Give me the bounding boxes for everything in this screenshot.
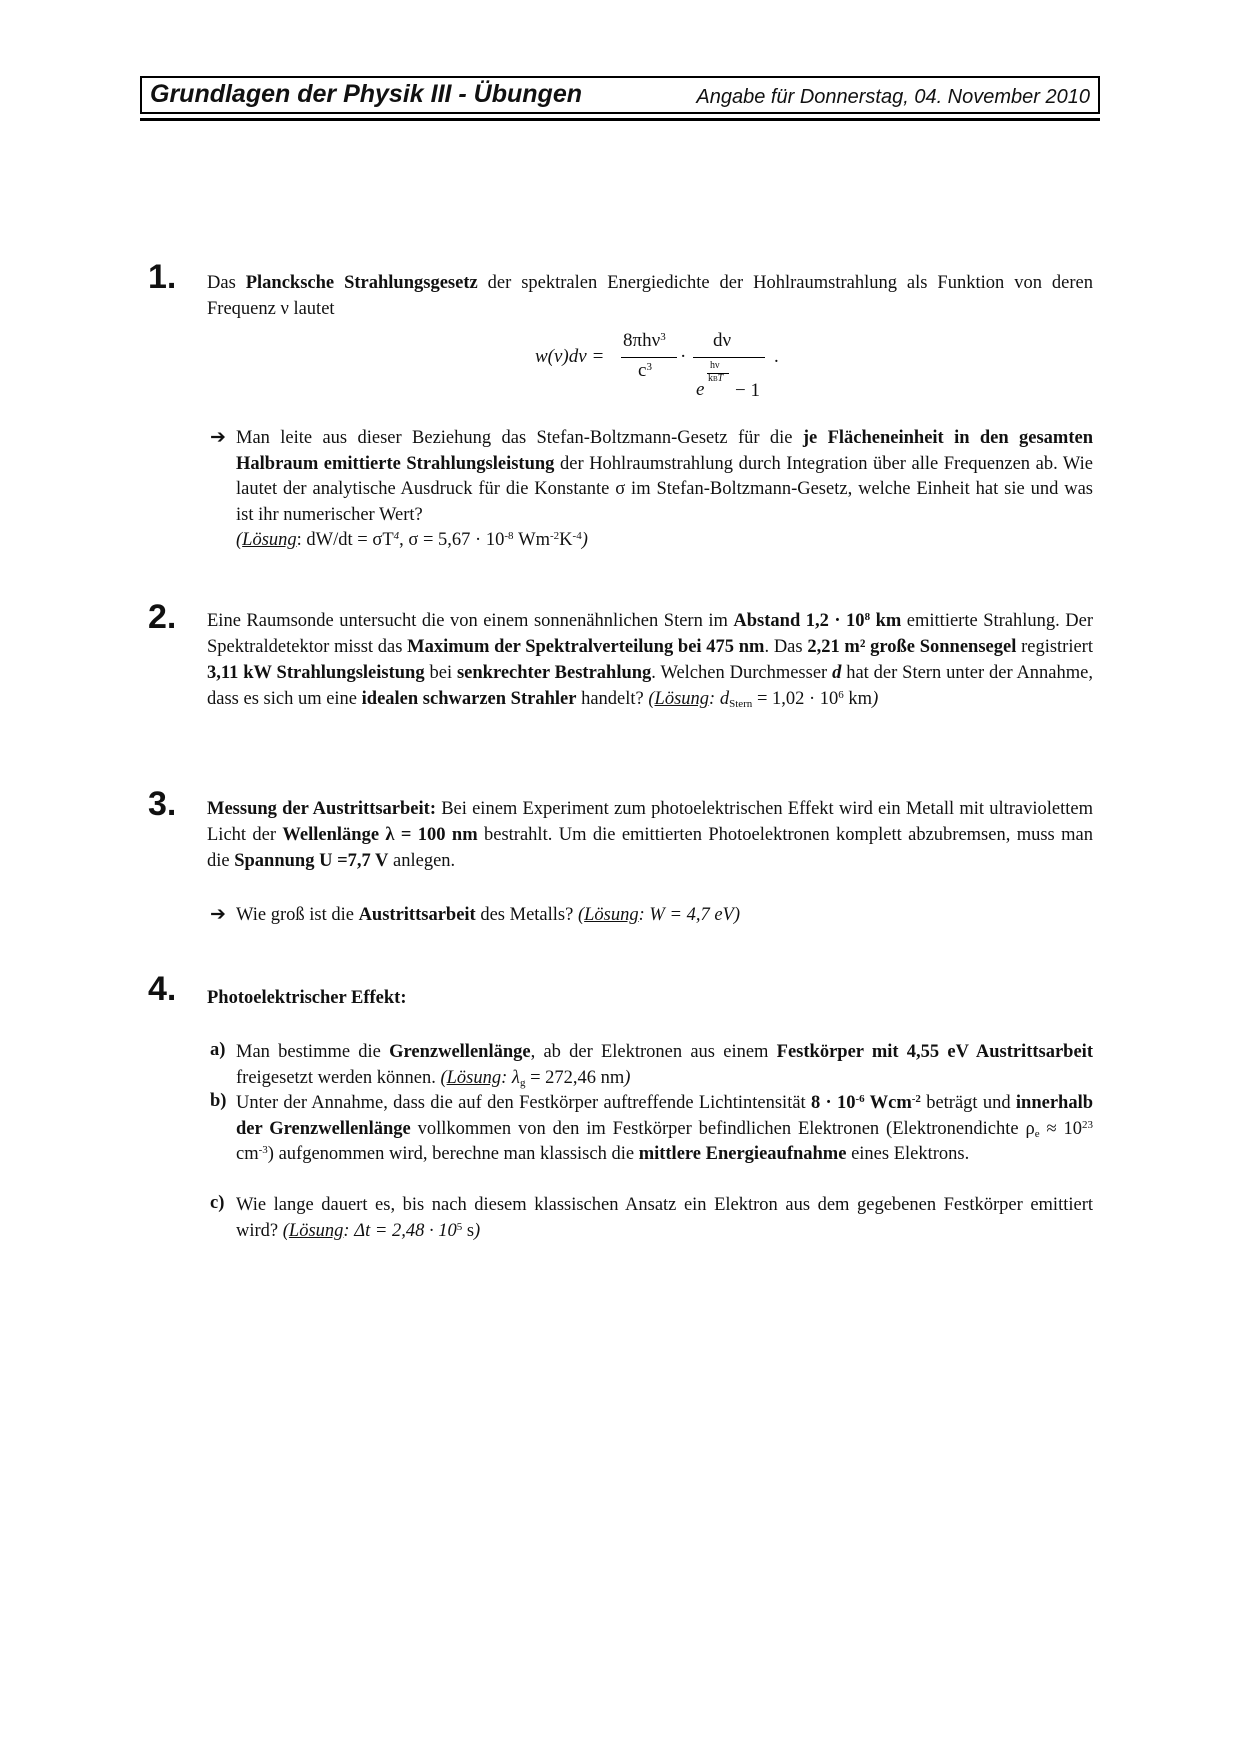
formula-num2: dν <box>713 330 732 351</box>
fraction-line-2 <box>693 357 765 358</box>
formula-minus-one: − 1 <box>735 380 760 401</box>
arrow-right-icon: ➔ <box>210 426 226 448</box>
problem-2-number: 2. <box>148 598 177 636</box>
planck-formula <box>535 326 795 406</box>
problem-1-question: Man leite aus dieser Beziehung das Stefan-Boltzmann-Gesetz für die je Flächeneinheit in den gesamten Halbraum emittierte Strahlungsleistung der Hohlraumstrahlung durch Integration über alle Frequenzen ab. Wie lautet der analytische Ausdruck für die Konstante σ im Stefan-Boltzmann-Gesetz, welche Einheit hat sie und was ist ihr numerischer Wert? (Lösung: $dW/dt = \sigma T^4$, $\sigma = 5,67 \cdot 10^{-8}$ $Wm^{-2}K^{-4}$) <box>236 428 1093 550</box>
problem-3-number: 3. <box>148 785 177 823</box>
problem-1-solution: (Lösung: $dW/dt = \sigma T^4$, $\sigma = 5,67 \cdot 10^{-8}$ $Wm^{-2}K^{-4}$) <box>236 529 588 550</box>
formula-e: e <box>696 379 705 400</box>
problem-2-text: Eine Raumsonde untersucht die von einem sonnenähnlichen Stern im Abstand $1,2 \cdot 10^8$ km emittierte Strahlung. Der Spektraldetektor misst das Maximum der Spektralverteilung bei 475 nm. Das 2,21 m² große Sonnensegel registriert 3,11 kW Strahlungsleistung bei senkrechter Bestrahlung. Welchen Durchmesser d hat der Stern unter der Annahme, dass es sich um eine idealen schwarzen Strahler handelt? (Lösung: $d_{Stern} = 1,02 \cdot 10^6$ km) <box>207 610 1093 710</box>
problem-1-text: Das Plancksche Strahlungsgesetz der spektralen Energiedichte der Hohlraumstrahlung als Funktion von deren Frequenz ν lautet <box>207 273 1093 319</box>
header-underline <box>140 118 1100 121</box>
formula-dot: · <box>680 346 687 367</box>
problem-3-question: Wie groß ist die Austrittsarbeit des Metalls? (Lösung: W = 4,7 eV) <box>236 905 741 925</box>
assignment-date: Angabe für Donnerstag, 04. November 2010 <box>696 86 1090 108</box>
header-box <box>140 76 1100 114</box>
problem-2-solution: (Lösung: $d_{Stern} = 1,02 \cdot 10^6$ km) <box>648 688 879 710</box>
problem-4c-text: Wie lange dauert es, bis nach diesem klassischen Ansatz ein Elektron aus dem gegebenen Festkörper emittiert wird? (Lösung: $\Delta t = 2,48 \cdot 10^5$ s) <box>236 1195 1093 1241</box>
formula-num1: 8πhν$^3$ <box>623 330 666 351</box>
arrow-right-icon: ➔ <box>210 903 226 925</box>
problem-4a-label: a) <box>210 1040 226 1060</box>
problem-4-number: 4. <box>148 970 177 1008</box>
formula-exp-den: kBT <box>708 373 724 384</box>
problem-4a-text: Man bestimme die Grenzwellenlänge, ab der Elektronen aus einem Festkörper mit 4,55 eV Austrittsarbeit freigesetzt werden können. (Lösung: $\lambda_g = 272,46$ nm) <box>236 1042 1093 1089</box>
fraction-line-1 <box>621 357 677 358</box>
problem-3-solution: (Lösung: W = 4,7 eV) <box>577 905 741 925</box>
problem-4c-solution: (Lösung: $\Delta t = 2,48 \cdot 10^5$ s) <box>282 1220 481 1241</box>
problem-4b-label: b) <box>210 1091 227 1111</box>
problem-4a-solution: (Lösung: $\lambda_g = 272,46$ nm) <box>440 1067 631 1089</box>
problem-4c-label: c) <box>210 1193 225 1213</box>
formula-lhs: w(ν)dν = <box>535 346 605 367</box>
formula-den1: $c^3$ <box>638 360 652 381</box>
problem-4b-text: Unter der Annahme, dass die auf den Festkörper auftreffende Lichtintensität $8 \cdot 10^{-6}$ Wcm$^{-2}$ beträgt und innerhalb der Grenzwellenlänge vollkommen von den im Festkörper befindlichen Elektronen (Elektronendichte $\rho_e \approx 10^{23}$ $cm^{-3}$) aufgenommen wird, berechne man klassisch die mittlere Energieaufnahme eines Elektrons. <box>236 1092 1093 1164</box>
problem-4-title: Photoelektrischer Effekt: <box>207 988 407 1008</box>
problem-3-text: Messung der Austrittsarbeit: Bei einem Experiment zum photoelektrischen Effekt wird ein Metall mit ultraviolettem Licht der Wellenlänge λ = 100 nm bestrahlt. Um die emittierten Photoelektronen komplett abzubremsen, muss man die Spannung U =7,7 V anlegen. <box>207 799 1093 871</box>
problem-1-number: 1. <box>148 258 177 296</box>
formula-exp-num: hν <box>710 360 720 371</box>
formula-end: . <box>774 346 779 367</box>
course-title: Grundlagen der Physik III - Übungen <box>150 80 582 108</box>
